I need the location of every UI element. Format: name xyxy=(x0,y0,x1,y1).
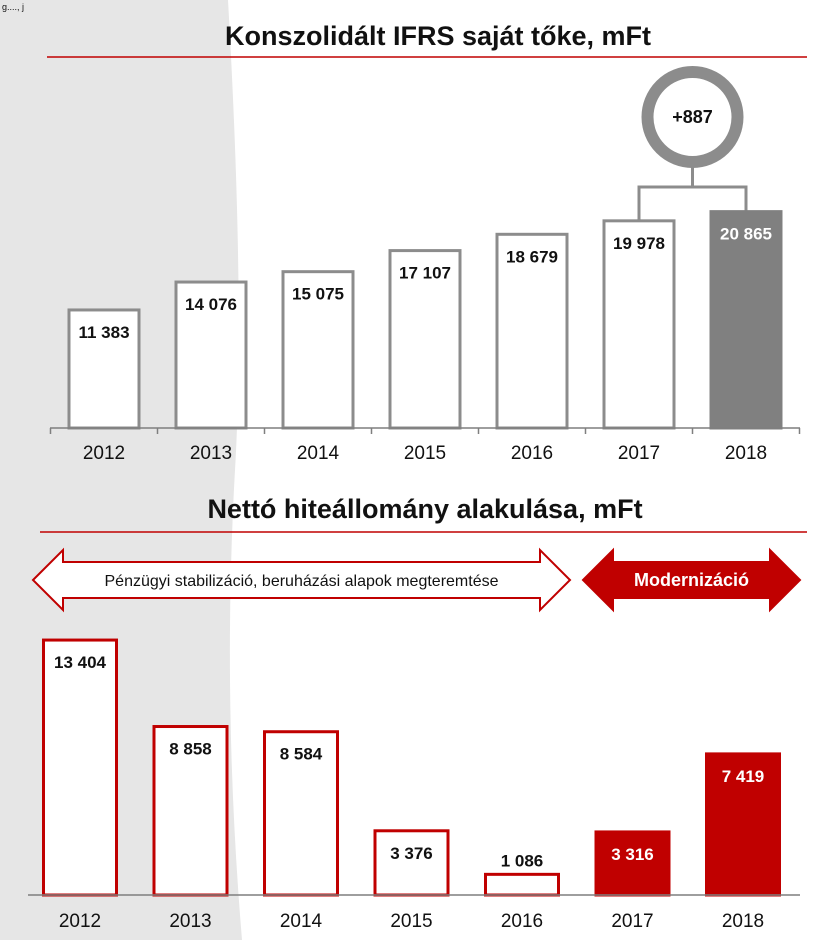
equity-bar-2018 xyxy=(711,212,781,428)
equity-callout-label: +887 xyxy=(672,107,713,127)
phase-arrow-label-1: Pénzügyi stabilizáció, beruházási alapok megteremtése xyxy=(104,573,499,590)
equity-value-label-2016: 18 679 xyxy=(506,247,558,267)
loan-value-label-2013: 8 858 xyxy=(169,739,212,759)
equity-tick-label-2017: 2017 xyxy=(617,443,661,464)
equity-tick-label-2018: 2018 xyxy=(724,443,768,464)
equity-tick-label-2012: 2012 xyxy=(82,443,126,464)
loan-value-label-2015: 3 376 xyxy=(390,843,433,863)
corner-fragment: g...., j xyxy=(2,2,25,12)
equity-value-label-2013: 14 076 xyxy=(185,295,237,315)
loan-value-label-2017: 3 316 xyxy=(611,844,654,864)
phase-arrow-label-2: Modernizáció xyxy=(633,570,750,590)
loan-tick-label-2013: 2013 xyxy=(169,911,212,932)
loan-value-label-2014: 8 584 xyxy=(279,744,323,764)
equity-value-label-2017: 19 978 xyxy=(613,233,665,253)
equity-tick-label-2015: 2015 xyxy=(403,443,447,464)
equity-tick-label-2016: 2016 xyxy=(510,443,554,464)
loan-tick-label-2014: 2014 xyxy=(279,911,323,932)
loan-tick-label-2016: 2016 xyxy=(500,911,544,932)
loan-tick-label-2018: 2018 xyxy=(721,911,765,932)
loan-bar-2015 xyxy=(375,831,448,895)
equity-tick-label-2014: 2014 xyxy=(296,443,340,464)
equity-value-label-2018: 20 865 xyxy=(720,224,772,244)
loan-tick-label-2017: 2017 xyxy=(611,911,654,932)
loan-value-label-2016: 1 086 xyxy=(500,851,544,871)
equity-value-label-2015: 17 107 xyxy=(399,263,451,283)
loan-value-label-2012: 13 404 xyxy=(54,653,106,673)
equity-value-label-2012: 11 383 xyxy=(78,322,130,342)
loan-bar-2012 xyxy=(44,640,117,895)
loan-bar-2016 xyxy=(486,874,559,895)
loan-chart-title: Nettó hiteállomány alakulása, mFt xyxy=(207,494,643,524)
equity-tick-label-2013: 2013 xyxy=(189,443,233,464)
equity-callout xyxy=(639,72,746,221)
loan-value-label-2018: 7 419 xyxy=(721,766,765,786)
loan-tick-label-2012: 2012 xyxy=(58,911,102,932)
loan-tick-label-2015: 2015 xyxy=(390,911,433,932)
equity-chart-title: Konszolidált IFRS saját tőke, mFt xyxy=(224,21,652,51)
equity-value-label-2014: 15 075 xyxy=(292,284,344,304)
